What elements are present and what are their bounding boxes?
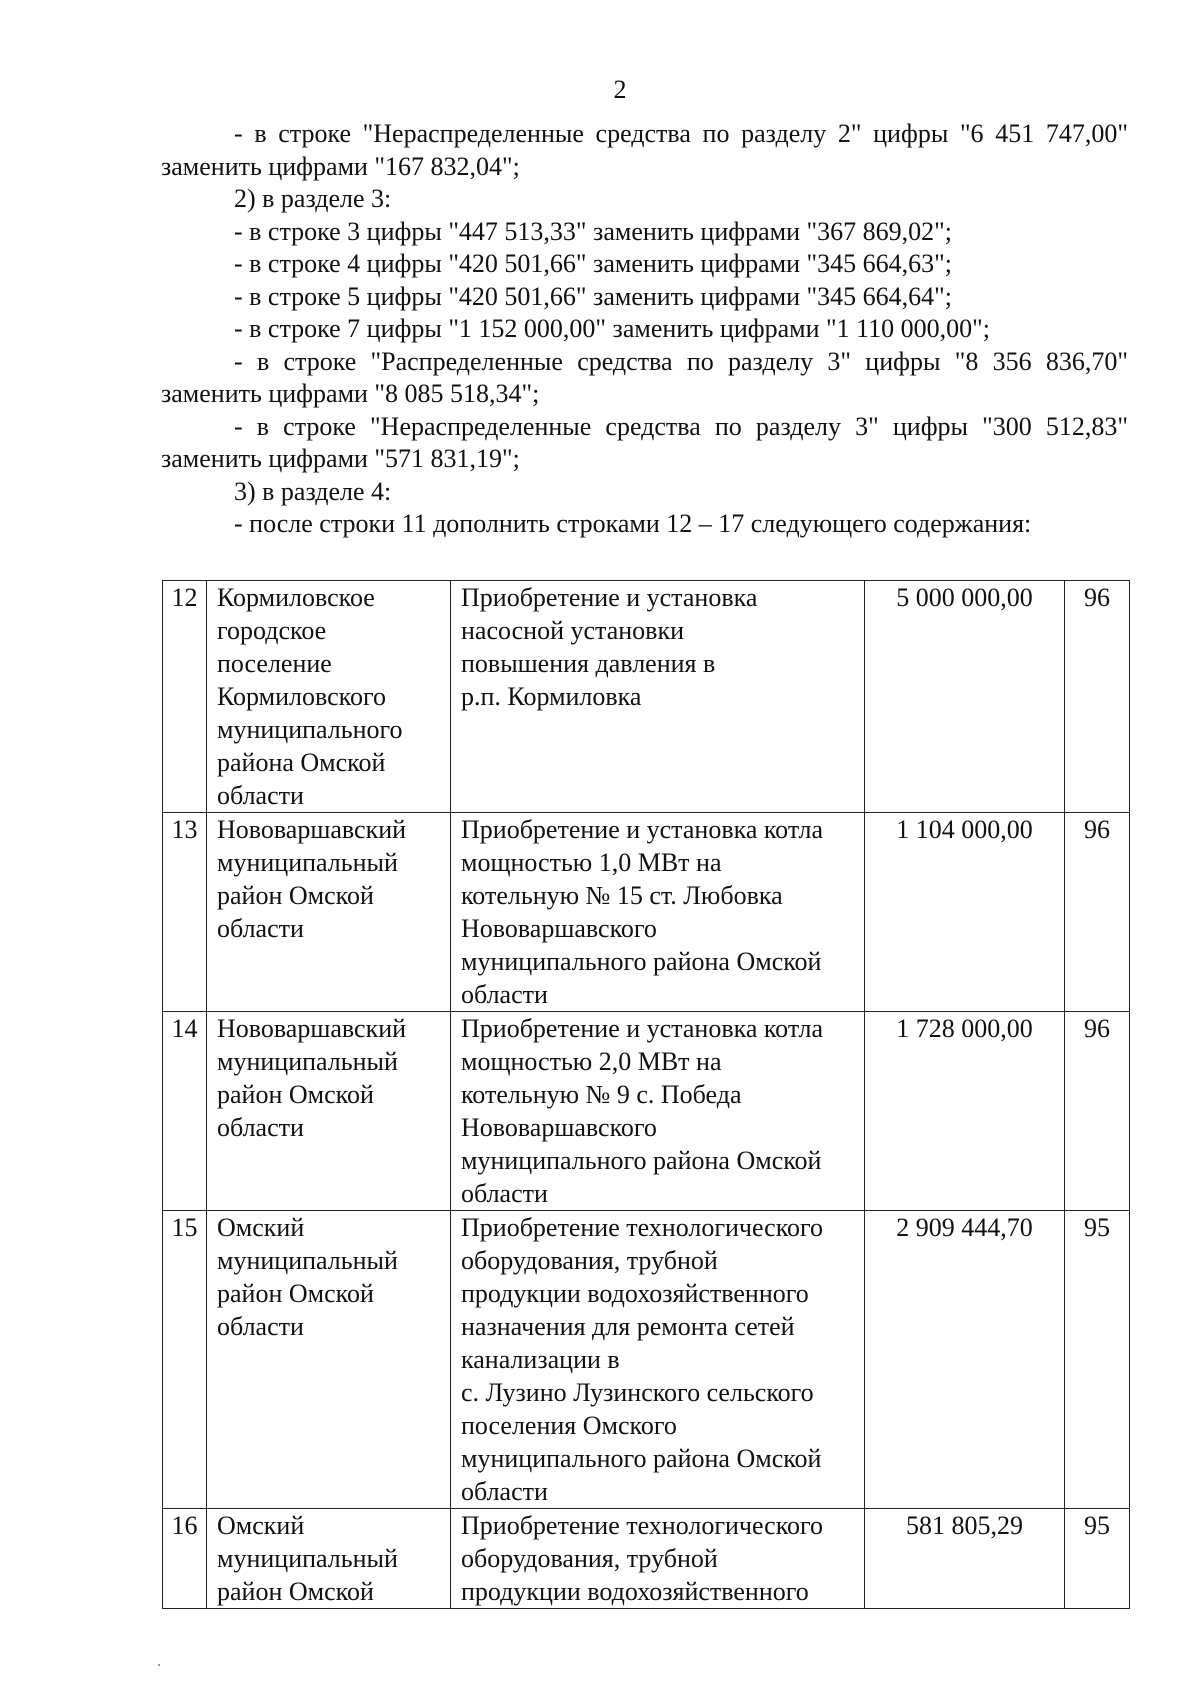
purpose-line: Приобретение технологического (461, 1511, 824, 1540)
row-number-cell: 15 (163, 1211, 207, 1509)
percent-cell: 95 (1065, 1509, 1130, 1609)
purpose-cell (451, 813, 865, 1012)
paragraph-line: 3) в разделе 4: (234, 476, 392, 506)
percent-cell: 96 (1065, 1012, 1130, 1211)
table-row (163, 813, 1130, 1012)
purpose-line: мощностью 1,0 МВт на (461, 848, 722, 877)
purpose-line: канализации в (461, 1345, 620, 1374)
recipient-line: городское (217, 616, 327, 645)
amendment-table-body (163, 581, 1130, 1609)
paragraph (161, 183, 1128, 216)
recipient-line: области (217, 1312, 304, 1341)
table-row (163, 1012, 1130, 1211)
recipient-line: муниципальный (217, 1544, 398, 1573)
paragraph-line: - в строке "Нераспределенные средства по разделу 3" цифры "300 512,83" заменить цифрами "571 831,19"; (161, 411, 1128, 473)
table-row (163, 1509, 1130, 1609)
amendment-text (161, 118, 1128, 541)
purpose-line: продукции водохозяйственного (461, 1279, 809, 1308)
amount-cell: 5 000 000,00 (865, 581, 1065, 813)
row-number-cell: 14 (163, 1012, 207, 1211)
purpose-line: Приобретение и установка котла (461, 1014, 824, 1043)
paragraph (161, 248, 1128, 281)
percent-cell: 96 (1065, 813, 1130, 1012)
purpose-line: р.п. Кормиловка (461, 682, 642, 711)
purpose-line: области (461, 1477, 548, 1506)
purpose-line: с. Лузино Лузинского сельского (461, 1378, 814, 1407)
purpose-line: котельную № 15 ст. Любовка (461, 881, 783, 910)
purpose-line: Нововаршавского (461, 1113, 657, 1142)
recipient-cell (207, 813, 451, 1012)
purpose-line: Приобретение и установка котла (461, 815, 824, 844)
page-number: 2 (613, 75, 627, 104)
recipient-line: муниципального (217, 715, 403, 744)
recipient-line: район Омской (217, 1080, 374, 1109)
paragraph-line: - в строке 5 цифры "420 501,66" заменить цифрами "345 664,64"; (234, 281, 952, 311)
recipient-line: области (217, 914, 304, 943)
purpose-line: оборудования, трубной (461, 1544, 718, 1573)
amount-cell: 1 728 000,00 (865, 1012, 1065, 1211)
recipient-line: Нововаршавский (217, 1014, 407, 1043)
purpose-line: муниципального района Омской (461, 1444, 822, 1473)
amount-cell: 1 104 000,00 (865, 813, 1065, 1012)
purpose-line: области (461, 980, 548, 1009)
recipient-cell (207, 1012, 451, 1211)
recipient-line: Нововаршавский (217, 815, 407, 844)
paragraph-line: - в строке "Распределенные средства по разделу 3" цифры "8 356 836,70" заменить цифрами "8 085 518,34"; (161, 346, 1128, 408)
recipient-line: Омский (217, 1511, 305, 1540)
purpose-line: Приобретение технологического (461, 1213, 824, 1242)
amendment-table (162, 580, 1130, 1609)
paragraph-line: - в строке 7 цифры "1 152 000,00" заменить цифрами "1 110 000,00"; (234, 314, 990, 343)
paragraph-line: - в строке "Нераспределенные средства по разделу 2" цифры "6 451 747,00" заменить цифрами "167 832,04"; (161, 119, 1128, 181)
paragraph-line: - в строке 4 цифры "420 501,66" заменить цифрами "345 664,63"; (234, 249, 952, 278)
paragraph-line: 2) в разделе 3: (234, 184, 392, 213)
purpose-line: Приобретение и установка (461, 583, 758, 612)
purpose-line: продукции водохозяйственного (461, 1577, 809, 1606)
paragraph-line: - после строки 11 дополнить строками 12 – 17 следующего содержания: (234, 509, 1032, 538)
row-number-cell: 16 (163, 1509, 207, 1609)
paragraph (161, 118, 1128, 183)
recipient-line: Кормиловского (217, 682, 386, 711)
paragraph (161, 281, 1128, 314)
purpose-line: оборудования, трубной (461, 1246, 718, 1275)
recipient-cell (207, 581, 451, 813)
purpose-line: насосной установки (461, 616, 685, 645)
purpose-line: поселения Омского (461, 1411, 677, 1440)
recipient-cell (207, 1509, 451, 1609)
scan-speck (158, 1664, 160, 1666)
paragraph (161, 476, 1128, 509)
amount-cell: 581 805,29 (865, 1509, 1065, 1609)
recipient-line: район Омской (217, 1279, 374, 1308)
purpose-line: мощностью 2,0 МВт на (461, 1047, 722, 1076)
purpose-cell (451, 581, 865, 813)
percent-cell: 95 (1065, 1211, 1130, 1509)
row-number-cell: 13 (163, 813, 207, 1012)
paragraph (161, 216, 1128, 249)
purpose-line: области (461, 1179, 548, 1208)
purpose-line: муниципального района Омской (461, 947, 822, 976)
recipient-line: поселение (217, 649, 332, 678)
recipient-line: район Омской (217, 1577, 374, 1606)
purpose-line: назначения для ремонта сетей (461, 1312, 795, 1341)
purpose-cell (451, 1012, 865, 1211)
paragraph (161, 411, 1128, 476)
percent-cell: 96 (1065, 581, 1130, 813)
recipient-line: муниципальный (217, 848, 398, 877)
purpose-cell (451, 1211, 865, 1509)
purpose-cell (451, 1509, 865, 1609)
paragraph-line: - в строке 3 цифры "447 513,33" заменить цифрами "367 869,02"; (234, 216, 952, 246)
paragraph (161, 346, 1128, 411)
recipient-line: муниципальный (217, 1246, 398, 1275)
purpose-line: муниципального района Омской (461, 1146, 822, 1175)
recipient-line: района Омской (217, 748, 386, 777)
row-number-cell: 12 (163, 581, 207, 813)
recipient-line: Кормиловское (217, 583, 375, 612)
recipient-line: области (217, 1113, 304, 1142)
paragraph (161, 313, 1128, 346)
purpose-line: Нововаршавского (461, 914, 657, 943)
recipient-line: муниципальный (217, 1047, 398, 1076)
recipient-line: район Омской (217, 881, 374, 910)
recipient-line: Омский (217, 1213, 305, 1242)
table-row (163, 581, 1130, 813)
recipient-cell (207, 1211, 451, 1509)
purpose-line: повышения давления в (461, 649, 716, 678)
table-row (163, 1211, 1130, 1509)
amount-cell: 2 909 444,70 (865, 1211, 1065, 1509)
purpose-line: котельную № 9 с. Победа (461, 1080, 742, 1109)
paragraph (161, 508, 1128, 541)
recipient-line: области (217, 781, 304, 810)
